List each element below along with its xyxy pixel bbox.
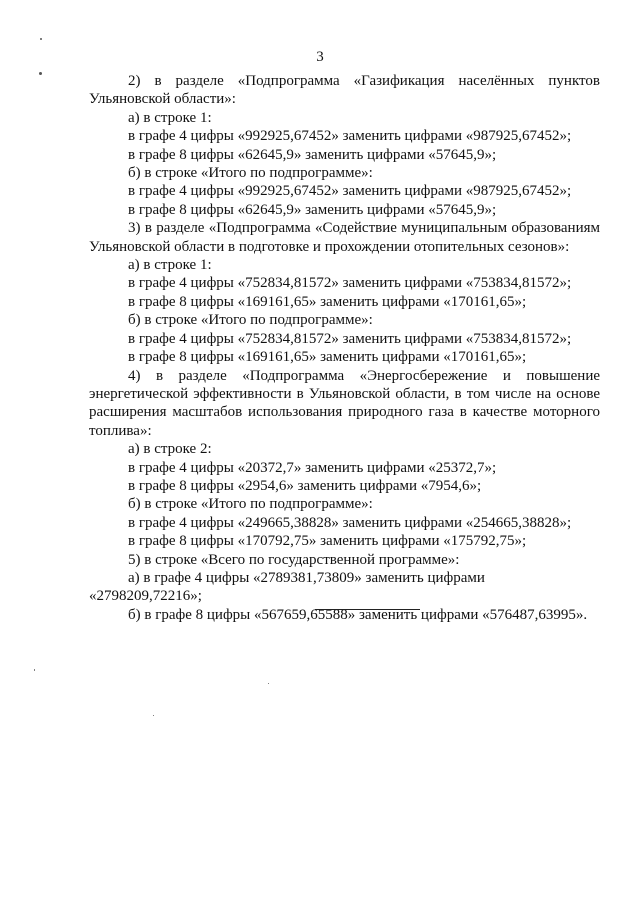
scan-speck: [34, 669, 35, 671]
line-column-8-change: в графе 8 цифры «62645,9» заменить цифрами «57645,9»;: [128, 146, 497, 163]
end-of-text-rule: [315, 609, 420, 610]
line-column-4-change: в графе 4 цифры «249665,38828» заменить цифрами «254665,38828»;: [128, 514, 572, 531]
line-column-4-change: в графе 4 цифры «752834,81572» заменить цифрами «753834,81572»;: [128, 275, 572, 292]
scan-speck: [153, 715, 154, 716]
line-grand-total-column-4: а) в графе 4 цифры «2789381,73809» заменить цифрами «2798209,72216»;: [89, 569, 485, 605]
line-total-heading: б) в строке «Итого по подпрограмме»:: [128, 165, 373, 182]
paragraph-section-5: 5) в строке «Всего по государственной программе»:: [128, 551, 460, 568]
scan-speck: [39, 72, 42, 75]
line-row-2-heading: а) в строке 2:: [128, 441, 212, 458]
line-column-4-change: в графе 4 цифры «20372,7» заменить цифрами «25372,7»;: [128, 459, 497, 476]
scan-speck: [40, 38, 42, 40]
line-total-heading: б) в строке «Итого по подпрограмме»:: [128, 312, 373, 329]
line-column-8-change: в графе 8 цифры «2954,6» заменить цифрами «7954,6»;: [128, 477, 482, 494]
line-row-1-heading: а) в строке 1:: [128, 109, 212, 126]
paragraph-section-3: 3) в разделе «Подпрограмма «Содействие муниципальным образованиям Ульяновской области в подготовке и прохождении отопительных сезонов»:: [89, 220, 600, 255]
line-column-8-change: в графе 8 цифры «62645,9» заменить цифрами «57645,9»;: [128, 201, 497, 218]
line-column-8-change: в графе 8 цифры «169161,65» заменить цифрами «170161,65»;: [128, 349, 527, 366]
scan-speck: [268, 683, 269, 684]
line-grand-total-column-8: б) в графе 8 цифры «567659,65588» заменить цифрами «576487,63995».: [128, 606, 588, 623]
line-column-8-change: в графе 8 цифры «169161,65» заменить цифрами «170161,65»;: [128, 293, 527, 310]
page-number: 3: [316, 49, 324, 65]
document-body: [89, 72, 600, 624]
line-column-4-change: в графе 4 цифры «752834,81572» заменить цифрами «753834,81572»;: [128, 330, 572, 347]
paragraph-section-2: 2) в разделе «Подпрограмма «Газификация населённых пунктов Ульяновской области»:: [89, 73, 600, 108]
line-row-1-heading: а) в строке 1:: [128, 257, 212, 274]
line-column-4-change: в графе 4 цифры «992925,67452» заменить цифрами «987925,67452»;: [128, 183, 572, 200]
line-column-4-change: в графе 4 цифры «992925,67452» заменить цифрами «987925,67452»;: [128, 128, 572, 145]
line-total-heading: б) в строке «Итого по подпрограмме»:: [128, 496, 373, 513]
line-column-8-change: в графе 8 цифры «170792,75» заменить цифрами «175792,75»;: [128, 533, 527, 550]
paragraph-section-4: 4) в разделе «Подпрограмма «Энергосбережение и повышение энергетической эффективности в Ульяновской области, в том числе на основе расширения масштабов использования природного газа в качестве моторного топлива»:: [89, 367, 600, 439]
